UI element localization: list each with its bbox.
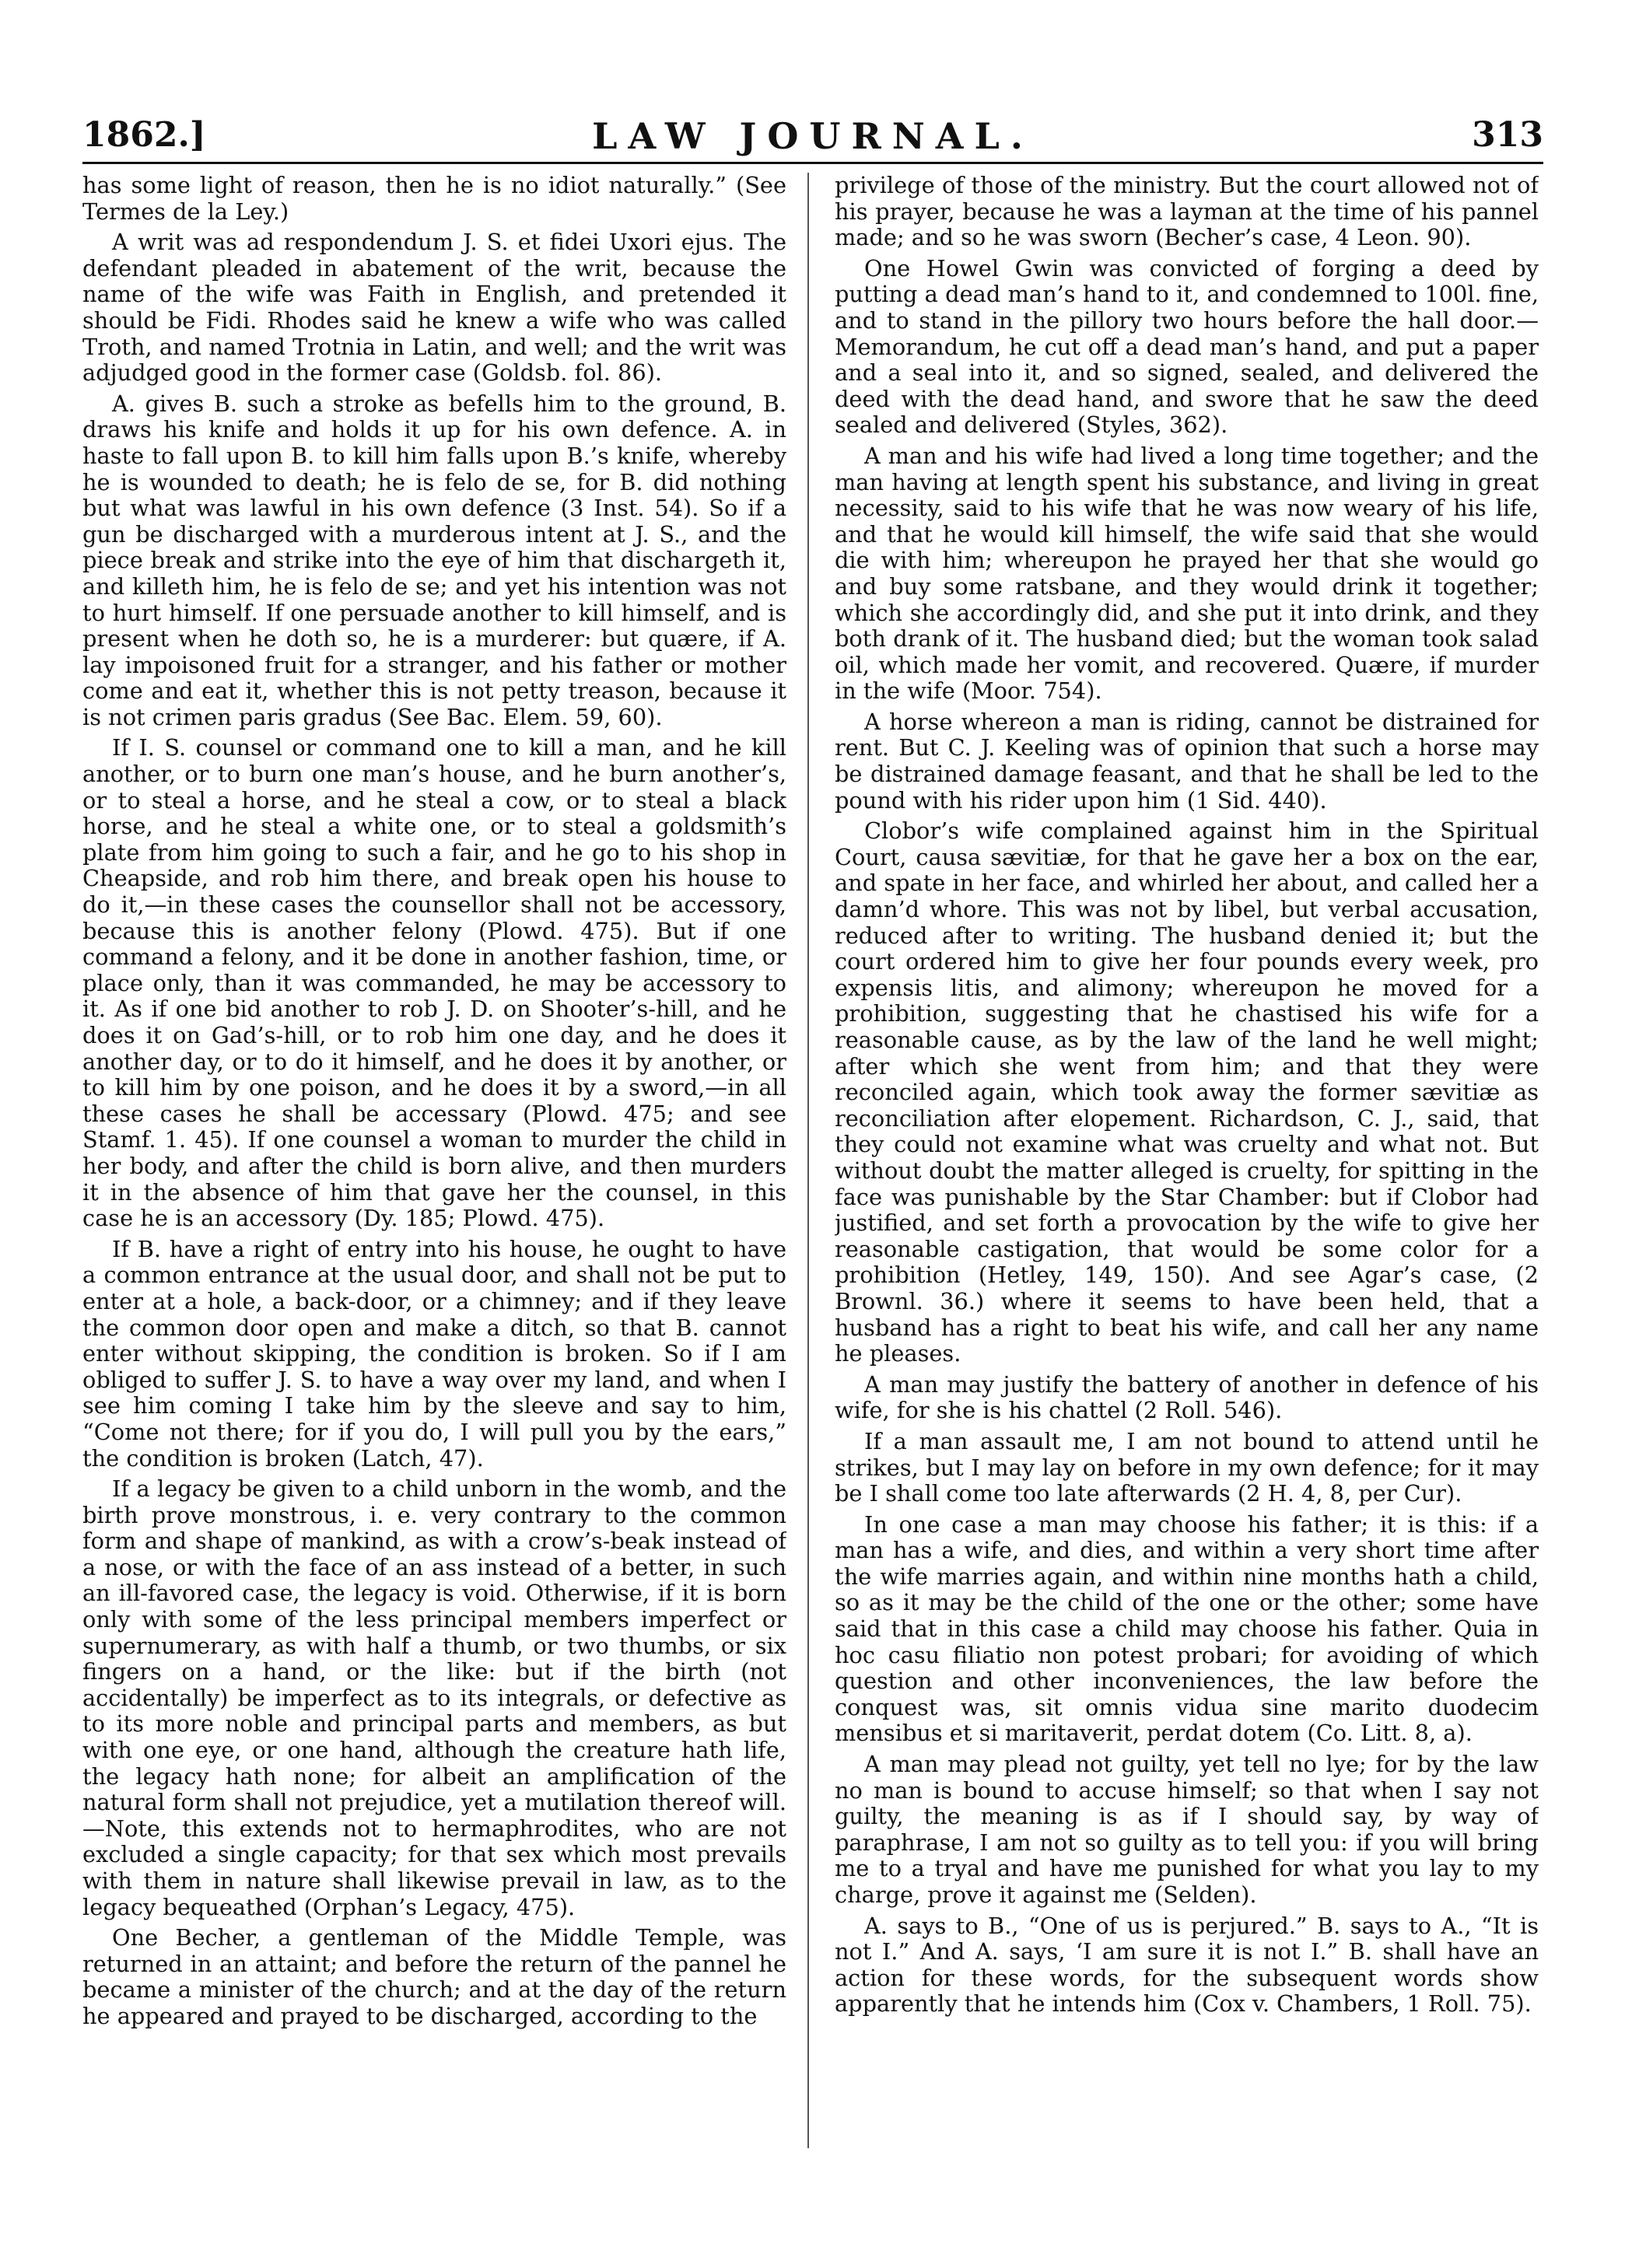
paragraph: If I. S. counsel or command one to kill a man, and he kill another, or to burn one man’s house, and he burn another’s, or to steal a horse, and he steal a cow, or to steal a black horse, and he steal a white one, or to steal a goldsmith’s plate from him going to such a fair, and he go to his shop in Cheapside, and rob him there, and break open his house to do it,—in these cases the counsellor shall not be accessory, because this is another felony (Plowd. 475). But if one command a felony, and it be done in another fashion, time, or place only, than it was commanded, he may be accessory to it. As if one bid another to rob J. D. on Shooter’s-hill, and he does it on Gad’s-hill, or to rob him one day, and he does it another day, or to do it himself, and he does it by another, or to kill him by one poison, and he does it by a sword,—in all these cases he shall be accessary (Plowd. 475; and see Stamf. 1. 45). If one counsel a woman to murder the child in her body, and after the child is born alive, and then murders it in the absence of him that gave her the counsel, in this case he is an accessory (Dy. 185; Plowd. 475).: [82, 734, 786, 1232]
paragraph: Clobor’s wife complained against him in the Spiritual Court, causa sævitiæ, for that he gave her a box on the ear, and spate in her face, and whirled her about, and called her a damn’d whore. This was not by libel, but verbal accusation, reduced after to writing. The husband denied it; but the court ordered him to give her four pounds every week, pro expensis litis, and alimony; whereupon he moved for a prohibition, suggesting that he chastised his wife for a reasonable cause, as by the law of the land he well might; after which she went from him; and that they were reconciled again, which took away the former sævitiæ as reconciliation after elopement. Richardson, C. J., said, that they could not examine what was cruelty and what not. But without doubt the matter alleged is cruelty, for spitting in the face was punishable by the Star Chamber: but if Clobor had justified, and set forth a provocation by the wife to give her reasonable castigation, that would be some color for a prohibition (Hetley, 149, 150). And see Agar’s case, (2 Brownl. 36.) where it seems to have been held, that a husband has a right to beat his wife, and call her any name he pleases.: [835, 817, 1539, 1367]
left-column: [82, 173, 786, 2179]
paragraph: If a legacy be given to a child unborn in the womb, and the birth prove monstrous, i. e. very contrary to the common form and shape of mankind, as with a crow’s-beak instead of a nose, or with the face of an ass instead of a better, in such an ill-favored case, the legacy is void. Otherwise, if it is born only with some of the less principal members imperfect or supernumerary, as with half a thumb, or two thumbs, or six fingers on a hand, or the like: but if the birth (not accidentally) be imperfect as to its integrals, or defective as to its more noble and principal parts and members, as but with one eye, or one hand, although the creature hath life, the legacy hath none; for albeit an amplification of the natural form shall not prejudice, yet a mutilation thereof will.—Note, this extends not to hermaphrodites, who are not excluded a single capacity; for that sex which most prevails with them in nature shall likewise prevail in law, as to the legacy bequeathed (Orphan’s Legacy, 475).: [82, 1475, 786, 1920]
paragraph: has some light of reason, then he is no idiot naturally.” (See Termes de la Ley.): [82, 173, 786, 225]
paragraph: One Becher, a gentleman of the Middle Temple, was returned in an attaint; and before the return of the pannel he became a minister of the church; and at the day of the return he appeared and prayed to be discharged, according to the: [82, 1924, 786, 2029]
paragraph: A. gives B. such a stroke as befells him to the ground, B. draws his knife and holds it up for his own defence. A. in haste to fall upon B. to kill him falls upon B.’s knife, whereby he is wounded to death; he is felo de se, for B. did nothing but what was lawful in his own defence (3 Inst. 54). So if a gun be discharged with a murderous intent at J. S., and the piece break and strike into the eye of him that dischargeth it, and killeth him, he is felo de se; and yet his intention was not to hurt himself. If one persuade another to kill himself, and is present when he doth so, he is a murderer: but quære, if A. lay impoisoned fruit for a stranger, and his father or mother come and eat it, whether this is not petty treason, because it is not crimen paris gradus (See Bac. Elem. 59, 60).: [82, 390, 786, 730]
header-year: 1862.]: [82, 115, 206, 155]
paragraph: A man may plead not guilty, yet tell no lye; for by the law no man is bound to accuse himself; so that when I say not guilty, the meaning is as if I should say, by way of paraphrase, I am not so guilty as to tell you: if you will bring me to a tryal and have me punished for what you lay to my charge, prove it against me (Selden).: [835, 1751, 1539, 1908]
paragraph: In one case a man may choose his father; it is this: if a man has a wife, and dies, and within a very short time after the wife marries again, and within nine months hath a child, so as it may be the child of the one or the other; some have said that in this case a child may choose his father. Quia in hoc casu filiatio non potest probari; for avoiding of which question and other inconveniences, the law before the conquest was, sit omnis vidua sine marito duodecim mensibus et si maritaverit, perdat dotem (Co. Litt. 8, a).: [835, 1510, 1539, 1747]
paragraph: If B. have a right of entry into his house, he ought to have a common entrance at the usual door, and shall not be put to enter at a hole, a back-door, or a chimney; and if they leave the common door open and make a ditch, so that B. cannot enter without skipping, the condition is broken. So if I am obliged to suffer J. S. to have a way over my land, and when I see him coming I take him by the sleeve and say to him, “Come not there; for if you do, I will pull you by the ears,” the condition is broken (Latch, 47).: [82, 1235, 786, 1472]
column-divider: [807, 173, 809, 2148]
paragraph: A writ was ad respondendum J. S. et fidei Uxori ejus. The defendant pleaded in abatement of the writ, because the name of the wife was Faith in English, and pretended it should be Fidi. Rhodes said he knew a wife who was called Troth, and named Trotnia in Latin, and well; and the writ was adjudged good in the former case (Goldsb. fol. 86).: [82, 229, 786, 387]
paragraph: A horse whereon a man is riding, cannot be distrained for rent. But C. J. Keeling was of opinion that such a horse may be distrained damage feasant, and that he shall be led to the pound with his rider upon him (1 Sid. 440).: [835, 708, 1539, 814]
paragraph: A man and his wife had lived a long time together; and the man having at length spent his substance, and living in great necessity, said to his wife that he was now weary of his life, and that he would kill himself, the wife said that she would die with him; whereupon he prayed her that she would go and buy some ratsbane, and they would drink it together; which she accordingly did, and she put it into drink, and they both drank of it. The husband died; but the woman took salad oil, which made her vomit, and recovered. Quære, if murder in the wife (Moor. 754).: [835, 442, 1539, 705]
header-page-number: 313: [1472, 115, 1543, 155]
paragraph: One Howel Gwin was convicted of forging a deed by putting a dead man’s hand to it, and condemned to 100l. fine, and to stand in the pillory two hours before the hall door.—Memorandum, he cut off a dead man’s hand, and put a paper and a seal into it, and so signed, sealed, and delivered the deed with the dead hand, and swore that he saw the deed sealed and delivered (Styles, 362).: [835, 254, 1539, 439]
paragraph: privilege of those of the ministry. But the court allowed not of his prayer, because he was a layman at the time of his pannel made; and so he was sworn (Becher’s case, 4 Leon. 90).: [835, 173, 1539, 251]
paragraph: A man may justify the battery of another in defence of his wife, for she is his chattel (2 Roll. 546).: [835, 1370, 1539, 1424]
header-title: LAW JOURNAL.: [592, 115, 1034, 157]
paragraph: A. says to B., “One of us is perjured.” B. says to A., “It is not I.” And A. says, ‘I am sure it is not I.” B. shall have an action for these words, for the subsequent words show apparently that he intends him (Cox v. Chambers, 1 Roll. 75).: [835, 1912, 1539, 2018]
paragraph: If a man assault me, I am not bound to attend until he strikes, but I may lay on before in my own defence; for it may be I shall come too late afterwards (2 H. 4, 8, per Cur).: [835, 1427, 1539, 1507]
right-column: [835, 173, 1539, 2179]
page-header: [82, 115, 1543, 164]
